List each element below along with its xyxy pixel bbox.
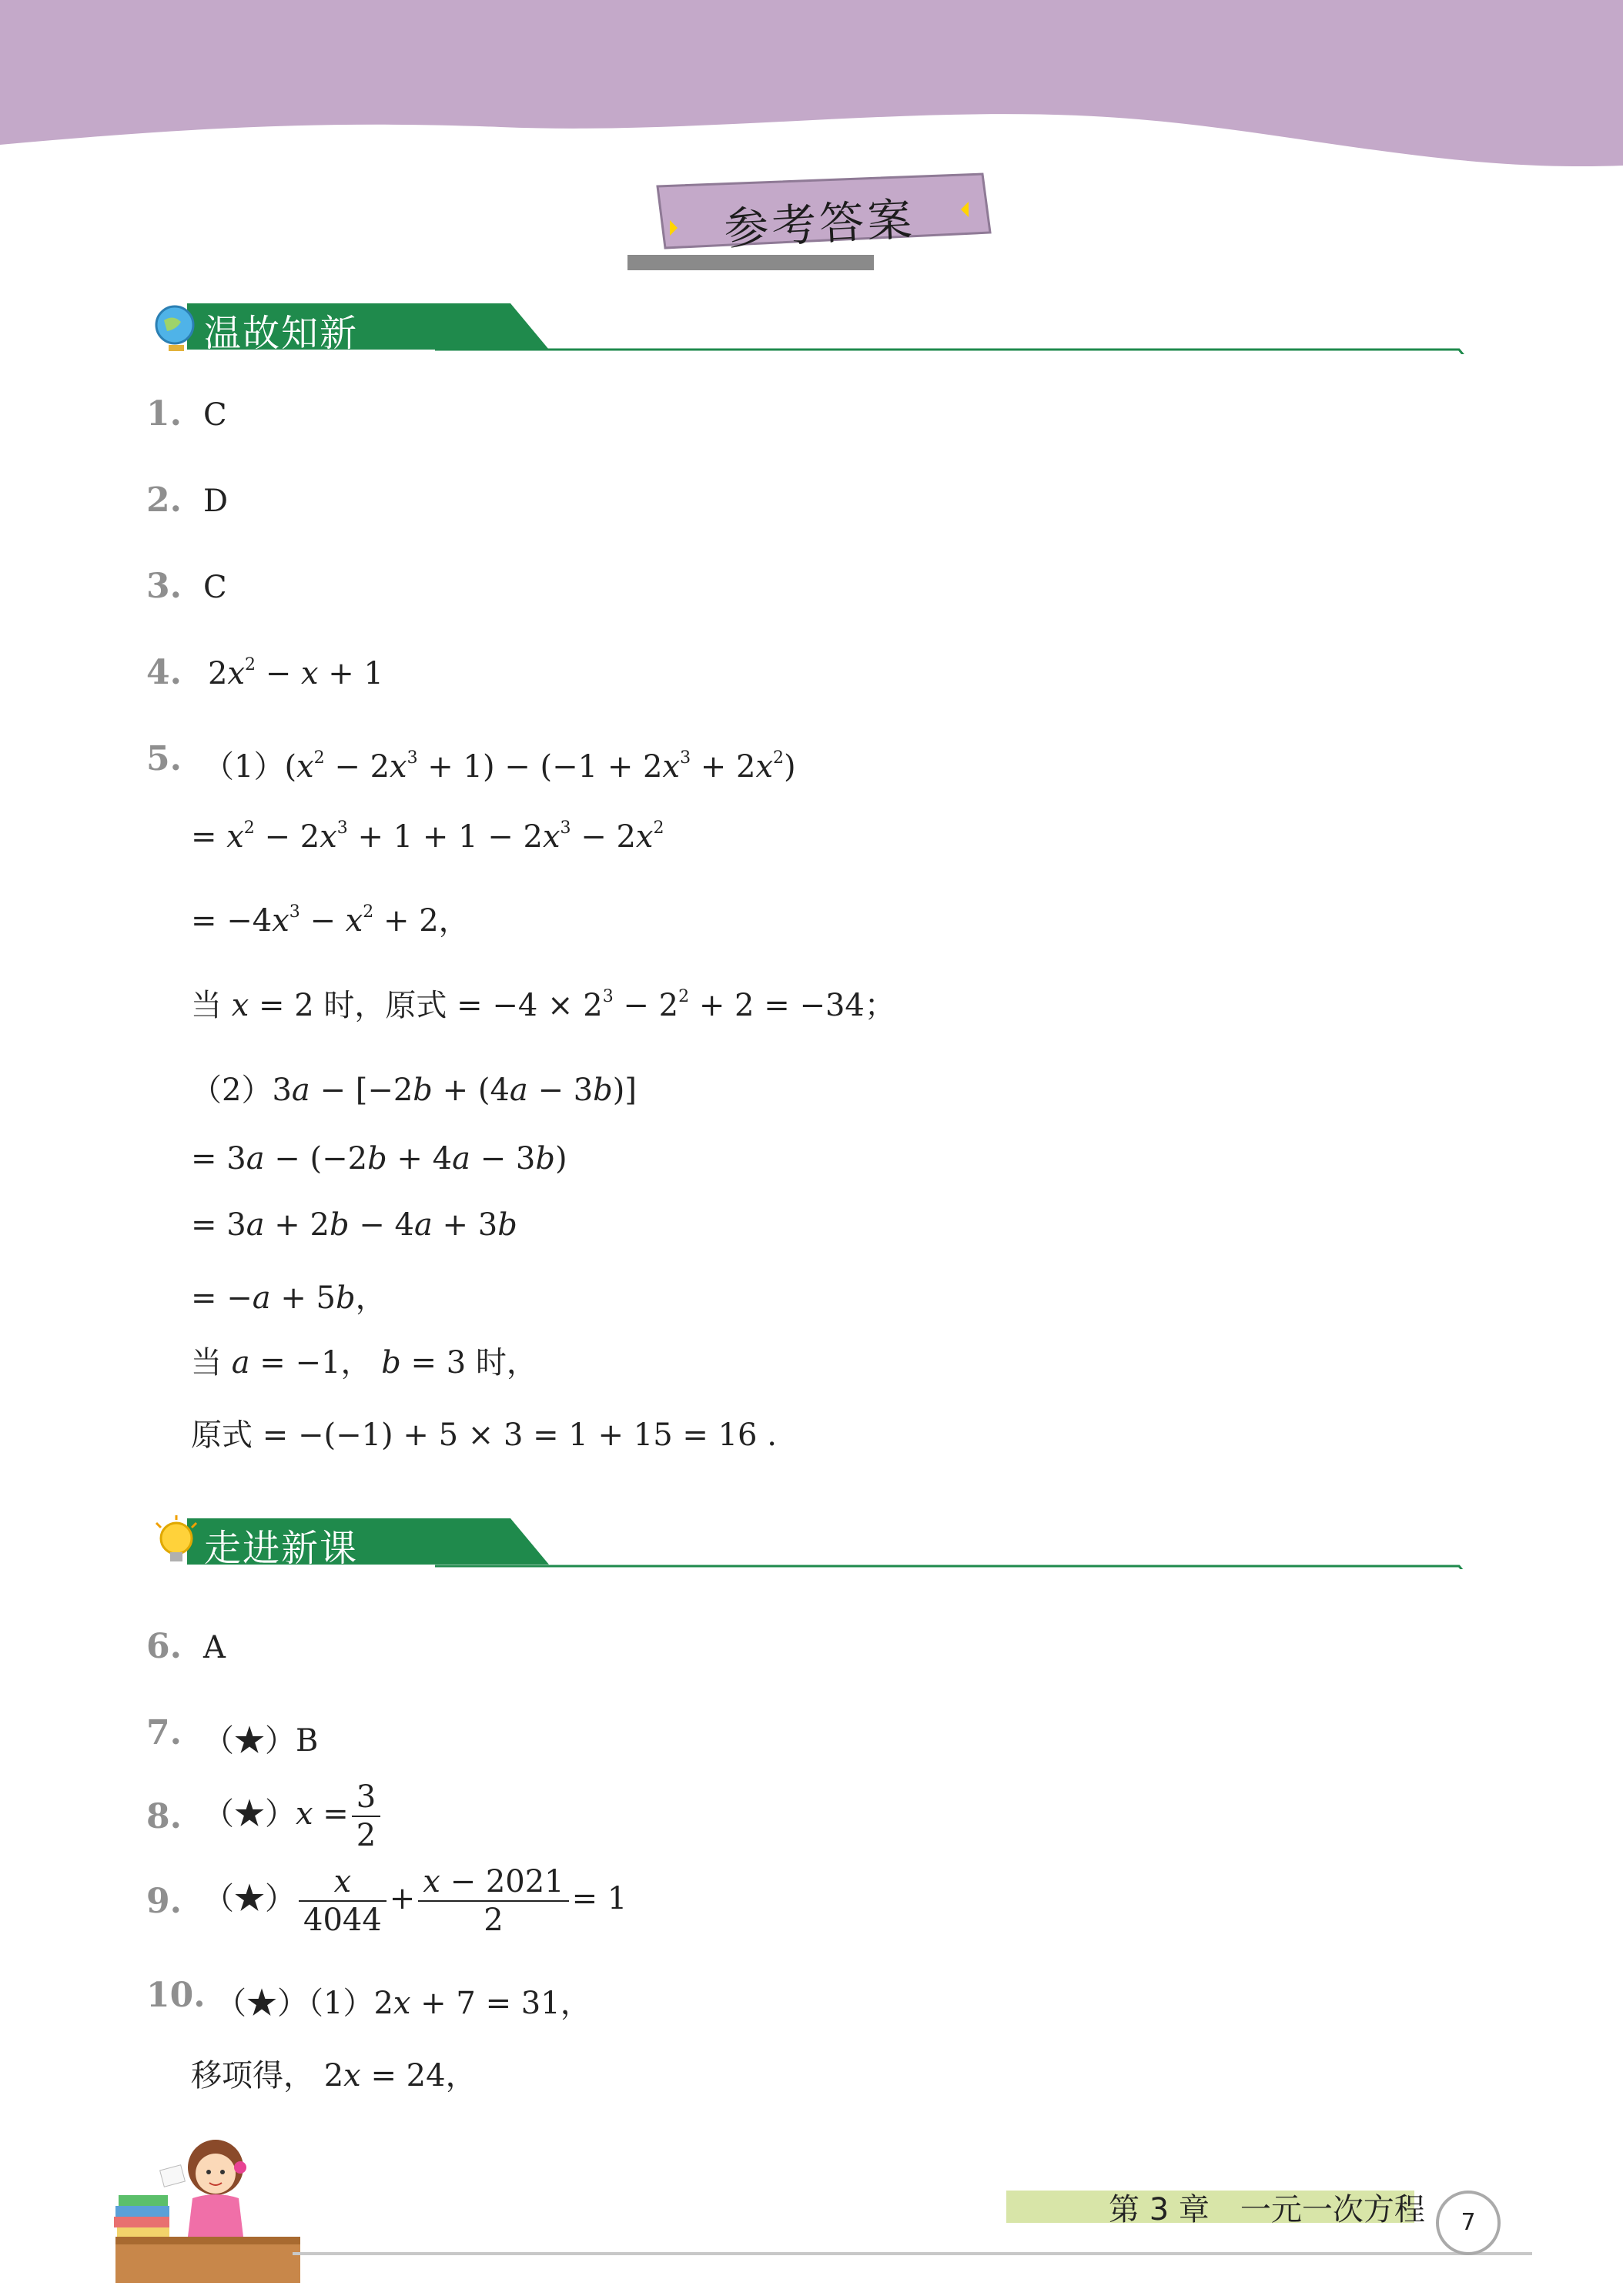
student-illustration <box>108 2121 308 2291</box>
solution-line: $(1)(x^2 - 2x^3 + 1) - (-1 + 2x^3 + 2x^2)$ <box>203 748 796 785</box>
footer-rule <box>293 2252 1532 2255</box>
solution-line: 原式 = −(−1) + 5 × 3 = 1 + 15 = 16 . <box>191 1417 777 1453</box>
solution-line: 移项得， 2x = 24， <box>191 2058 477 2094</box>
solution-line: = 3a + 2b − 4a + 3b <box>191 1207 517 1243</box>
section-title: 走进新课 <box>204 1527 359 1570</box>
title-underbar <box>627 255 874 270</box>
answer-text: （★）B <box>203 1723 319 1759</box>
section-title: 温故知新 <box>204 312 359 355</box>
solution-line: = $x^2 - 2x^3 + 1 + 1 - 2x^3 - 2x^2$ <box>191 818 664 855</box>
globe-icon <box>150 300 204 354</box>
answer-expression: （★）x = $\frac{3}{2}$ <box>203 1779 383 1854</box>
solution-line: （★）（1）2x + 7 = 31， <box>216 1986 591 2021</box>
star-marker: （★） <box>203 1881 296 1916</box>
lightbulb-icon <box>150 1515 204 1569</box>
section-rule <box>435 1515 1474 1569</box>
question-number: 2. <box>146 480 182 520</box>
answer-text: D <box>203 484 229 519</box>
star-marker: （★） <box>203 1796 296 1832</box>
star-marker: （★）（1） <box>216 1986 374 2021</box>
answer-text: C <box>203 397 227 433</box>
question-number: 7. <box>146 1713 182 1752</box>
header-wave-decoration <box>0 0 1623 177</box>
question-number: 10. <box>146 1976 206 2015</box>
solution-line: 当 a = −1， b = 3 时， <box>191 1345 537 1381</box>
answer-text: C <box>203 570 227 605</box>
answer-expression: （★） $\frac{x}{4044}$ + $\frac{x - 2021}{2}$ = 1 <box>203 1864 627 1938</box>
section-rule <box>435 300 1474 354</box>
question-number: 8. <box>146 1797 182 1836</box>
footer-chapter-title: 第 3 章 一元一次方程 <box>1109 2192 1425 2227</box>
answer-text: A <box>203 1630 226 1665</box>
solution-line: 当 x = 2 时，原式 = $-4 \times 2^3 - 2^2 + 2 = -34$； <box>191 987 895 1023</box>
page-number: 7 <box>1436 2191 1501 2255</box>
question-number: 5. <box>146 739 182 778</box>
question-number: 3. <box>146 567 182 606</box>
answer-expression: $2x^2 - x + 1$ <box>208 655 383 691</box>
question-number: 9. <box>146 1882 182 1921</box>
section-header-review <box>150 300 1474 354</box>
question-number: 4. <box>146 653 182 692</box>
question-number: 1. <box>146 394 182 433</box>
solution-line: = −a + 5b， <box>191 1280 387 1316</box>
solution-line: = $-4x^3 - x^2 + 2$， <box>191 902 470 939</box>
section-header-new-lesson <box>150 1515 1474 1569</box>
solution-line: = 3a − (−2b + 4a − 3b) <box>191 1141 567 1176</box>
question-number: 6. <box>146 1627 182 1666</box>
solution-line: （2）3a − [−2b + (4a − 3b)] <box>191 1073 637 1108</box>
page-title: 参考答案 <box>722 192 916 256</box>
